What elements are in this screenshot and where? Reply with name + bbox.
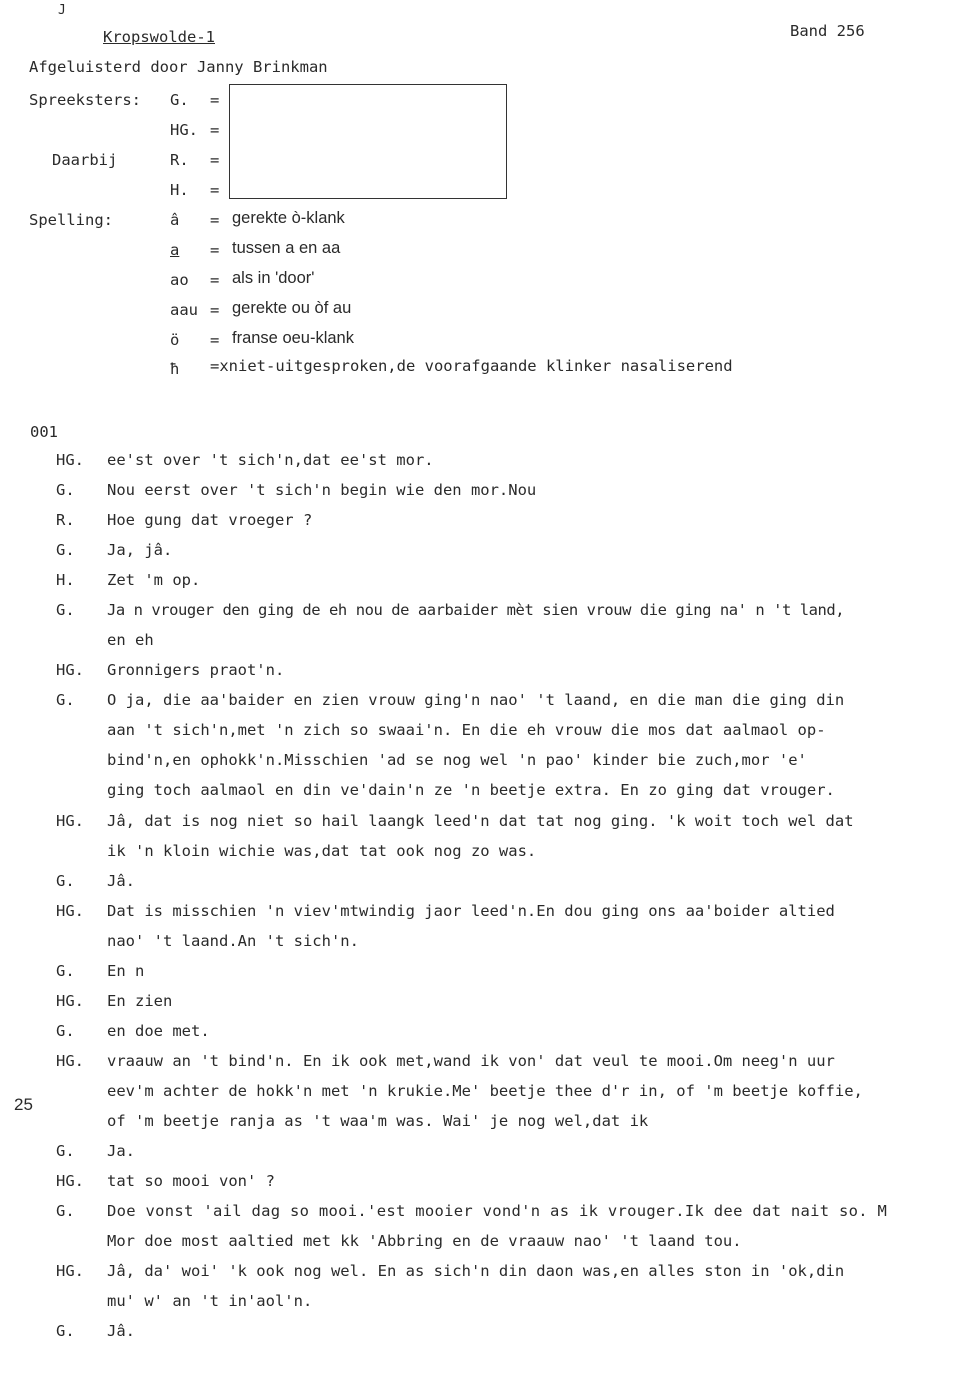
speaker-label: HG. [56, 661, 84, 679]
speaker-label: G. [56, 541, 75, 559]
utterance-line: ging toch aalmaol en din ve'dain'n ze 'n beetje extra. En zo ging dat vrouger. [107, 781, 835, 799]
utterance-line: Jâ. [107, 1322, 135, 1340]
utterance-line: en doe met. [107, 1022, 210, 1040]
utterance-line: O ja, die aa'baider en zien vrouw ging'n nao' 't laand, en die man die ging din [107, 691, 845, 709]
margin-line-number: 25 [14, 1095, 33, 1114]
speaker-label: HG. [56, 1052, 84, 1070]
utterance-line: Ja. [107, 1142, 135, 1160]
utterance-line: en eh [107, 631, 154, 649]
speaker-eq: = [210, 91, 220, 109]
speaker-label: G. [56, 691, 75, 709]
spelling-code: ö [170, 331, 180, 349]
utterance-line: of 'm beetje ranja as 't waa'm was. Wai' je nog wel,dat ik [107, 1112, 649, 1130]
spelling-eq: = [210, 331, 220, 349]
utterance-line: Jâ, da' woi' 'k ook nog wel. En as sich'n din daon was,en alles ston in 'ok,din [107, 1262, 845, 1280]
utterance-line: vraauw an 't bind'n. En ik ook met,wand ik von' dat veul te mooi.Om neeg'n uur [107, 1052, 835, 1070]
utterance-line: nao' 't laand.An 't sich'n. [107, 932, 359, 950]
utterance-line: Jâ, dat is nog niet so hail laangk leed'n dat tat nog ging. 'k woit toch wel dat [107, 812, 854, 830]
daarbij-label: Daarbij [52, 151, 118, 169]
utterance-line: Dat is misschien 'n viev'mtwindig jaor leed'n.En dou ging ons aa'boider altied [107, 902, 835, 920]
speaker-label: G. [56, 1322, 75, 1340]
section-number: 001 [30, 423, 58, 441]
utterance-line: ee'st over 't sich'n,dat ee'st mor. [107, 451, 434, 469]
spelling-eq: = [210, 241, 220, 259]
spelling-eq: =xniet-uitgesproken,de voorafgaande klinker nasaliserend [210, 357, 733, 375]
utterance-line: aan 't sich'n,met 'n zich so swaai'n. En die eh vrouw die mos dat aalmaol op- [107, 721, 826, 739]
utterance-line: Doe vonst 'ail dag so mooi.'est mooier vond'n as ik vrouger.Ik dee dat nait so. M [107, 1202, 888, 1220]
utterance-line: ik 'n kloin wichie was,dat tat ook nog zo was. [107, 842, 537, 860]
speaker-label: G. [56, 601, 75, 619]
utterance-line: Ja, jâ. [107, 541, 173, 559]
speaker-label: G. [56, 872, 75, 890]
speaker-code: H. [170, 181, 189, 199]
speaker-label: R. [56, 511, 75, 529]
corner-mark: J [58, 3, 66, 18]
spelling-definition: gerekte ou òf au [232, 299, 352, 317]
utterance-line: mu' w' an 't in'aol'n. [107, 1292, 313, 1310]
spelling-eq: = [210, 211, 220, 229]
spelling-code: a [170, 241, 180, 259]
speaker-label: HG. [56, 1172, 84, 1190]
speaker-label: G. [56, 1202, 75, 1220]
speaker-label: HG. [56, 451, 84, 469]
speaker-label: HG. [56, 992, 84, 1010]
utterance-line: eev'm achter de hokk'n met 'n krukie.Me' beetje thee d'r in, of 'm beetje koffie, [107, 1082, 863, 1100]
spelling-eq: = [210, 301, 220, 319]
speaker-label: G. [56, 481, 75, 499]
speaker-code: R. [170, 151, 189, 169]
spelling-definition: franse oeu-klank [232, 329, 354, 347]
spelling-eq: = [210, 271, 220, 289]
speaker-code: G. [170, 91, 189, 109]
speaker-label: H. [56, 571, 75, 589]
speaker-eq: = [210, 181, 220, 199]
speakers-label: Spreeksters: [29, 91, 141, 109]
spelling-definition: tussen a en aa [232, 239, 341, 257]
band-number: Band 256 [790, 22, 865, 40]
spelling-code: â [170, 211, 180, 229]
speaker-label: G. [56, 1142, 75, 1160]
spelling-code: aau [170, 301, 198, 319]
utterance-line: bind'n,en ophokk'n.Misschien 'ad se nog wel 'n pao' kinder bie zuch,mor 'e' [107, 751, 807, 769]
document-title: Kropswolde-1 [103, 28, 215, 46]
speaker-label: HG. [56, 1262, 84, 1280]
speaker-eq: = [210, 151, 220, 169]
utterance-line: Ja n vrouger den ging de eh nou de aarbaider mèt sien vrouw die ging na' n 't land, [107, 601, 845, 619]
speaker-label: HG. [56, 902, 84, 920]
spelling-definition: gerekte ò-klank [232, 209, 345, 227]
redacted-names-box [229, 84, 507, 199]
utterance-line: tat so mooi von' ? [107, 1172, 275, 1190]
utterance-line: Gronnigers praot'n. [107, 661, 285, 679]
utterance-line: Hoe gung dat vroeger ? [107, 511, 313, 529]
utterance-line: En zien [107, 992, 173, 1010]
speaker-eq: = [210, 121, 220, 139]
utterance-line: Jâ. [107, 872, 135, 890]
speaker-label: G. [56, 962, 75, 980]
spelling-definition: als in 'door' [232, 269, 315, 287]
utterance-line: En n [107, 962, 145, 980]
speaker-label: HG. [56, 812, 84, 830]
spelling-code: ao [170, 271, 189, 289]
utterance-line: Mor doe most aaltied met kk 'Abbring en de vraauw nao' 't laand tou. [107, 1232, 742, 1250]
utterance-line: Nou eerst over 't sich'n begin wie den mor.Nou [107, 481, 537, 499]
spelling-code: ħ [170, 360, 180, 378]
listened-by: Afgeluisterd door Janny Brinkman [29, 58, 328, 76]
spelling-label: Spelling: [29, 211, 113, 229]
utterance-line: Zet 'm op. [107, 571, 201, 589]
speaker-code: HG. [170, 121, 198, 139]
speaker-label: G. [56, 1022, 75, 1040]
